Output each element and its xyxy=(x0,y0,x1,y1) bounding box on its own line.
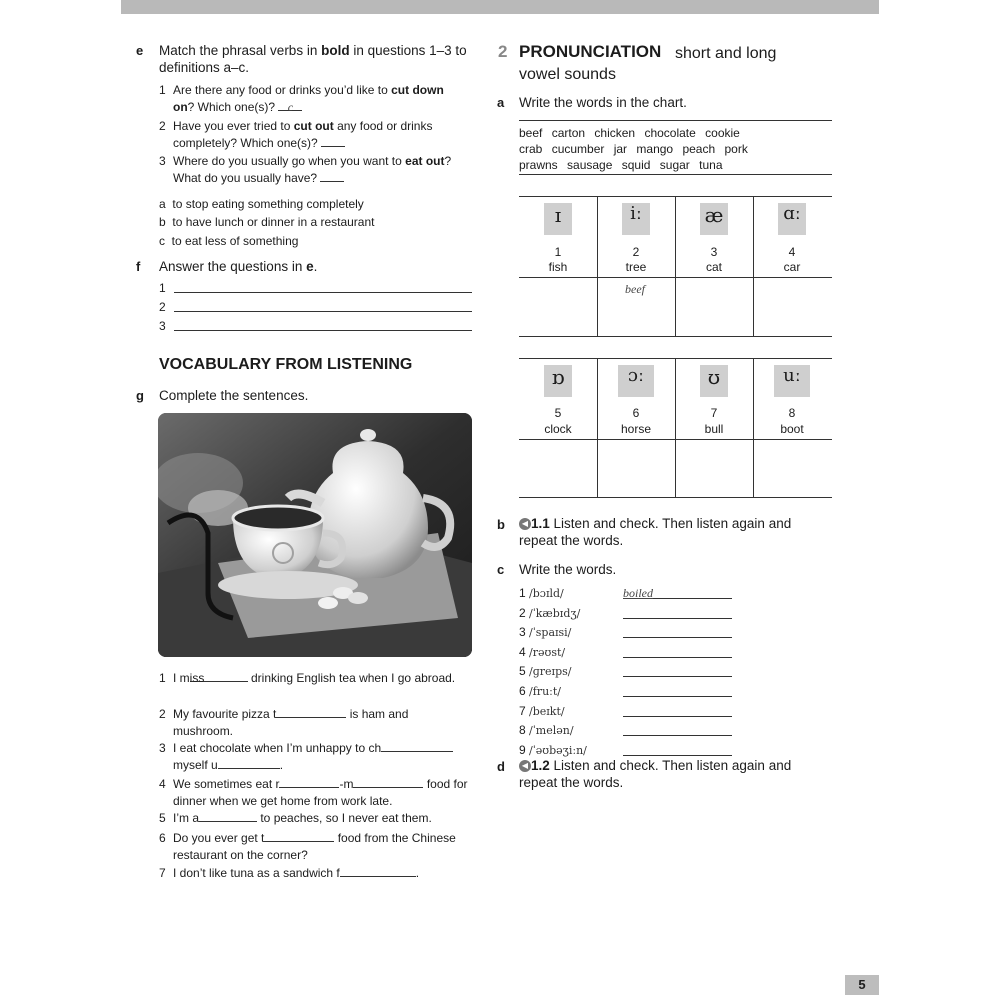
horse-icon: ɔː xyxy=(618,365,654,397)
chart2-word-6: horse xyxy=(620,422,652,436)
ipa-item-8: 8 /ˈmelən/ xyxy=(519,723,574,738)
exercise-f-letter: f xyxy=(136,259,141,274)
sentence-g1: 1 I miss drinking English tea when I go abroad. xyxy=(159,671,456,685)
blank-g2[interactable] xyxy=(276,706,346,718)
exercise-a-letter: a xyxy=(497,95,505,110)
answer-num-f1: 1 xyxy=(159,281,166,295)
exercise-g-letter: g xyxy=(136,388,144,403)
fish-icon: ɪ xyxy=(544,203,572,235)
sentence-g6: 6 Do you ever get t food from the Chinese restaurant on the corner? xyxy=(159,831,456,862)
answer-line-f1[interactable] xyxy=(174,292,472,293)
answer-c2[interactable] xyxy=(623,604,732,619)
question-e3: 3 Where do you usually go when you want to eat out? What do you usually have? xyxy=(159,154,452,185)
answer-line-f2[interactable] xyxy=(174,311,472,312)
exercise-b-instruction: ◀ 1.1 Listen and check. Then listen again and repeat the words. xyxy=(519,516,792,548)
sentence-g2: 2 My favourite pizza t is ham and mushroom. xyxy=(159,707,409,738)
page-number: 5 xyxy=(845,975,879,995)
sentence-g4: 4 We sometimes eat r -m food for dinner when we get home from work late. xyxy=(159,777,468,808)
answer-c9[interactable] xyxy=(623,741,732,756)
chart2-num-5: 5 xyxy=(554,406,562,420)
blank-g4a[interactable] xyxy=(279,776,339,788)
blank-g6[interactable] xyxy=(264,830,334,842)
ipa-item-6: 6 /fruːt/ xyxy=(519,683,561,698)
sentence-g5: 5 I’m a to peaches, so I never eat them. xyxy=(159,811,432,825)
chart1-num-2: 2 xyxy=(632,245,640,259)
chart1-word-3: cat xyxy=(705,260,722,274)
word-box xyxy=(519,125,748,173)
exercise-f-instruction: Answer the questions in e. xyxy=(159,259,318,274)
ipa-item-5: 5 /ɡreɪps/ xyxy=(519,664,572,679)
definition-a: a to stop eating something completely xyxy=(159,197,364,211)
answer-c1[interactable]: boiled xyxy=(623,584,732,599)
answer-line-e1[interactable]: c xyxy=(278,99,302,111)
chart2-word-8: boot xyxy=(780,422,804,436)
exercise-e-instruction: Match the phrasal verbs in bold in questions 1–3 to definitions a–c. xyxy=(159,43,467,75)
chart1-word-2: tree xyxy=(625,260,647,274)
teapot-photo xyxy=(158,413,472,657)
answer-num-f2: 2 xyxy=(159,300,166,314)
answer-c5[interactable] xyxy=(623,662,732,677)
chart2-num-8: 8 xyxy=(788,406,796,420)
word-row-2: crab cucumber jar mango peach pork xyxy=(519,142,748,156)
chart1-word-1: fish xyxy=(548,260,568,274)
audio-icon[interactable]: ◀ xyxy=(519,518,531,530)
chart1-bottom xyxy=(519,336,832,337)
section-title: PRONUNCIATION xyxy=(519,42,662,61)
section-number: 2 xyxy=(498,42,508,61)
answer-c6[interactable] xyxy=(623,682,732,697)
ipa-list xyxy=(519,584,587,760)
answer-c3[interactable] xyxy=(623,623,732,638)
teapot-photo-illustration xyxy=(158,413,472,657)
chart2-word-5: clock xyxy=(544,422,572,436)
answer-line-e2[interactable] xyxy=(321,135,345,147)
answer-line-f3[interactable] xyxy=(174,330,472,331)
exercise-b-letter: b xyxy=(497,517,505,532)
section-subtitle-text: short and long vowel sounds xyxy=(519,45,777,83)
exercise-d-letter: d xyxy=(497,759,505,774)
ipa-item-9: 9 /ˈəʊbəʒiːn/ xyxy=(519,742,587,757)
answer-line-e3[interactable] xyxy=(320,170,344,182)
exercise-c-instruction: Write the words. xyxy=(519,562,617,577)
top-bar xyxy=(121,0,879,14)
sentence-g7: 7 I don’t like tuna as a sandwich f . xyxy=(159,866,420,880)
ipa-item-7: 7 /beɪkt/ xyxy=(519,703,565,718)
chart2-num-7: 7 xyxy=(710,406,718,420)
chart1-num-3: 3 xyxy=(710,245,718,259)
ipa-item-3: 3 /ˈspaɪsi/ xyxy=(519,625,572,640)
answer-c4[interactable] xyxy=(623,643,732,658)
chart1-num-1: 1 xyxy=(554,245,562,259)
answer-c7[interactable] xyxy=(623,702,732,717)
tree-icon: iː xyxy=(622,203,650,235)
blank-g1[interactable]: iss xyxy=(190,670,248,682)
question-e2: 2 Have you ever tried to cut out any food or drinks completely? Which one(s)? xyxy=(159,119,433,150)
definition-b: b to have lunch or dinner in a restaurant xyxy=(159,215,375,229)
chart2-bottom xyxy=(519,497,832,498)
chart1-word-4: car xyxy=(783,260,801,274)
blank-g5[interactable] xyxy=(199,810,257,822)
ipa-item-2: 2 /ˈkæbɪdʒ/ xyxy=(519,605,581,620)
vocab-heading: VOCABULARY FROM LISTENING xyxy=(159,356,413,373)
word-box-top xyxy=(519,120,832,121)
word-box-bottom xyxy=(519,174,832,175)
blank-g3b[interactable] xyxy=(218,757,280,769)
chart2-word-7: bull xyxy=(704,422,724,436)
answer-c8[interactable] xyxy=(623,721,732,736)
answer-num-f3: 3 xyxy=(159,319,166,333)
exercise-e-letter: e xyxy=(136,43,144,58)
bull-icon: ʊ xyxy=(700,365,728,397)
definition-c: c to eat less of something xyxy=(159,234,299,248)
question-e1: 1 Are there any food or drinks you’d like to cut down on? Which one(s)? c xyxy=(159,83,444,114)
blank-g4b[interactable] xyxy=(353,776,423,788)
exercise-a-instruction: Write the words in the chart. xyxy=(519,95,687,110)
exercise-d-instruction: ◀ 1.2 Listen and check. Then listen again and repeat the words. xyxy=(519,758,792,790)
ipa-item-1: 1 /bɔɪld/ xyxy=(519,586,564,600)
exercise-g-instruction: Complete the sentences. xyxy=(159,388,309,403)
chart1-num-4: 4 xyxy=(788,245,796,259)
word-row-1: beef carton chicken chocolate cookie xyxy=(519,126,740,140)
audio-icon[interactable]: ◀ xyxy=(519,760,531,772)
ipa-answers xyxy=(623,584,732,760)
chart1-example: beef xyxy=(625,282,645,296)
cat-icon: æ xyxy=(700,203,728,235)
exercise-c-letter: c xyxy=(497,562,505,577)
chart2-num-6: 6 xyxy=(632,406,640,420)
clock-icon: ɒ xyxy=(544,365,572,397)
blank-g3a[interactable] xyxy=(381,740,453,752)
word-row-3: prawns sausage squid sugar tuna xyxy=(519,158,723,172)
car-icon: ɑː xyxy=(778,203,806,235)
blank-g7[interactable] xyxy=(340,865,416,877)
ipa-item-4: 4 /rəʊst/ xyxy=(519,644,566,659)
sentence-g3: 3 I eat chocolate when I’m unhappy to ch myself u . xyxy=(159,740,469,774)
boot-icon: uː xyxy=(774,365,810,397)
